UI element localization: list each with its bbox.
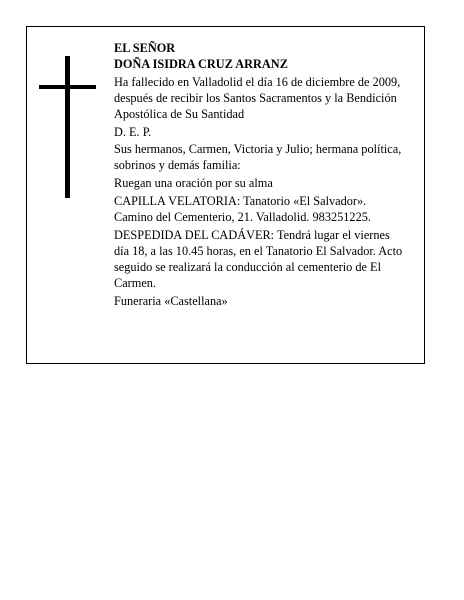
funeral-home: Funeraria «Castellana»	[114, 293, 228, 308]
obituary-notice	[26, 26, 425, 364]
farewell-info: DESPEDIDA DEL CADÁVER: Tendrá lugar el viernes día 18, a las 10.45 horas, en el Tanatorio El Salvador. Acto seguido se realizará la conducción al cementerio de El Carmen.	[114, 227, 403, 290]
deceased-name: DOÑA ISIDRA CRUZ ARRANZ	[114, 56, 288, 71]
heading-line-1: EL SEÑOR	[114, 41, 176, 55]
family-line: Sus hermanos, Carmen, Victoria y Julio; hermana política, sobrinos y demás familia:	[114, 142, 402, 173]
notice-text	[114, 41, 404, 312]
rip-line: D. E. P.	[114, 124, 152, 139]
cross-horizontal-bar	[39, 85, 96, 89]
death-announcement: Ha fallecido en Valladolid el día 16 de diciembre de 2009, después de recibir los Santos Sacramentos y la Bendición Apostólica de Su Santidad	[114, 74, 401, 121]
chapel-info: CAPILLA VELATORIA: Tanatorio «El Salvador». Camino del Cementerio, 21. Valladolid. 983251225.	[114, 194, 371, 225]
prayer-line: Ruegan una oración por su alma	[114, 176, 273, 191]
cross-vertical-bar	[65, 56, 70, 198]
